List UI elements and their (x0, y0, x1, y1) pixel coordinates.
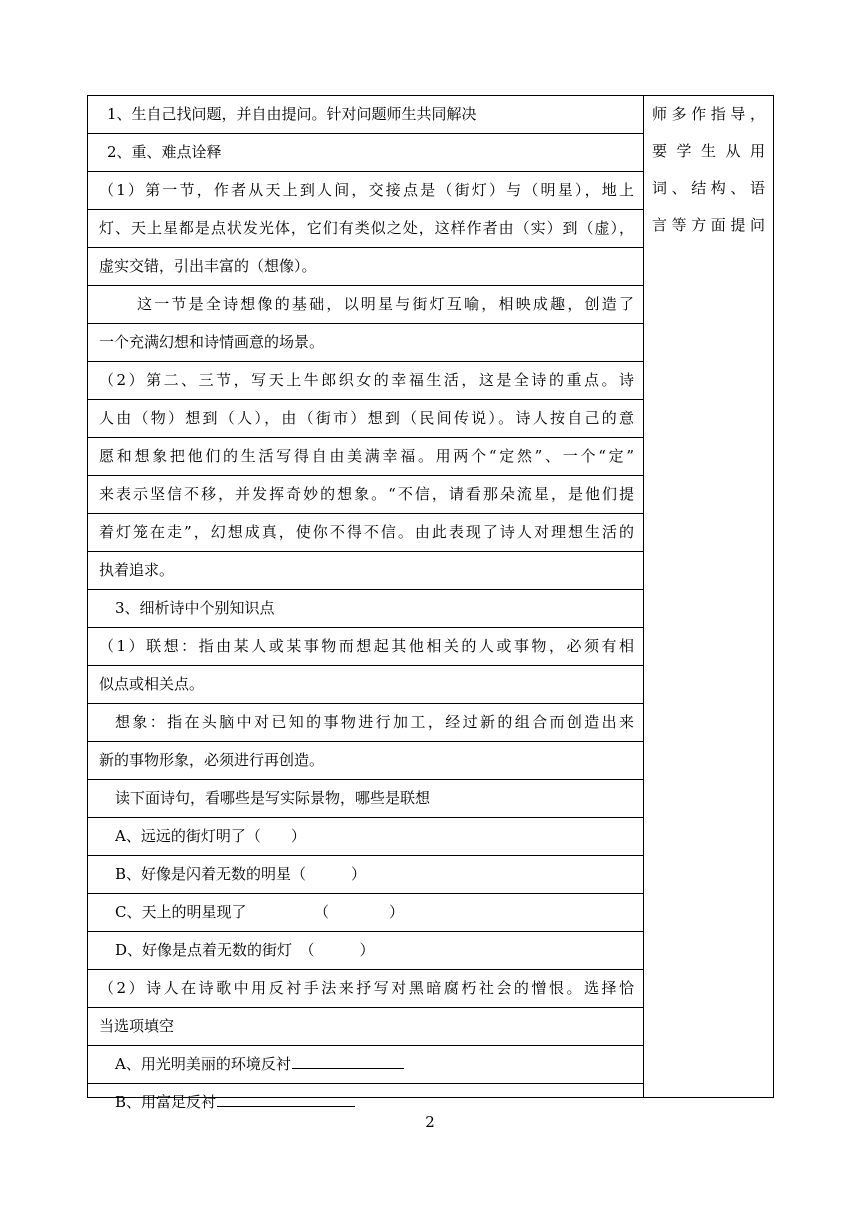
table-row (88, 970, 643, 1008)
row-text: 虚实交错，引出丰富的（想像）。 (99, 257, 317, 275)
row-text: （2）诗人在诗歌中用反衬手法来抒写对黑暗腐朽社会的憎恨。选择恰 (99, 979, 634, 997)
teacher-note-column (644, 96, 773, 1097)
row-text: 似点或相关点。 (99, 675, 205, 693)
table-row (88, 780, 643, 818)
table-row (88, 818, 643, 856)
note-line: 要学生从用 (652, 142, 765, 160)
teacher-note (644, 96, 773, 244)
row-text: （1）联想：指由某人或某事物而想起其他相关的人或事物，必须有相 (99, 637, 634, 655)
note-line: 词、结构、语 (652, 179, 765, 197)
row-text: 2、重、难点诠释 (107, 143, 222, 161)
table-row (88, 856, 643, 894)
row-text: （1）第一节，作者从天上到人间，交接点是（街灯）与（明星），地上 (99, 181, 634, 199)
row-text: 执着追求。 (99, 561, 175, 579)
table-row (88, 324, 643, 362)
page-number: 2 (425, 1113, 435, 1131)
fill-in-blank (292, 1052, 404, 1069)
table-row (88, 172, 643, 210)
table-row (88, 894, 643, 932)
row-text: 人由（物）想到（人），由（街市）想到（民间传说）。诗人按自己的意 (99, 409, 634, 427)
table-row (88, 210, 643, 248)
table-row (88, 1046, 643, 1084)
row-text: B、好像是闪着无数的明星（ ） (115, 865, 367, 883)
table-row (88, 400, 643, 438)
table-row (88, 742, 643, 780)
row-text: 这一节是全诗想像的基础，以明星与街灯互喻，相映成趣，创造了 (137, 295, 634, 313)
row-text: 当选项填空 (99, 1017, 175, 1035)
row-text: 一个充满幻想和诗情画意的场景。 (99, 333, 325, 351)
table-row (88, 514, 643, 552)
row-text: 新的事物形象，必须进行再创造。 (99, 751, 325, 769)
table-row (88, 666, 643, 704)
fill-in-blank (217, 1090, 355, 1107)
row-text: （2）第二、三节，写天上牛郎织女的幸福生活，这是全诗的重点。诗 (99, 371, 634, 389)
row-text: 3、细析诗中个别知识点 (115, 599, 275, 617)
row-text: 着灯笼在走”，幻想成真，使你不得不信。由此表现了诗人对理想生活的 (99, 523, 634, 541)
table-row (88, 134, 643, 172)
table-row (88, 628, 643, 666)
row-text: 愿和想象把他们的生活写得自由美满幸福。用两个“定然”、一个“定” (99, 447, 634, 465)
lesson-content-column (88, 96, 644, 1111)
row-text: C、天上的明星现了 （ ） (115, 903, 404, 921)
table-row (88, 96, 643, 134)
row-text: 想象：指在头脑中对已知的事物进行加工，经过新的组合而创造出来 (115, 713, 634, 731)
row-text: 灯、天上星都是点状发光体，它们有类似之处，这样作者由（实）到（虚）， (99, 219, 634, 237)
row-text: 来表示坚信不移，并发挥奇妙的想象。“不信，请看那朵流星，是他们提 (99, 485, 634, 503)
lesson-table (87, 95, 774, 1111)
table-row (88, 362, 643, 400)
row-text: B、用富足反衬 (99, 1084, 634, 1121)
row-text: D、好像是点着无数的街灯 （ ） (115, 941, 375, 959)
table-row (88, 932, 643, 970)
table-row (88, 704, 643, 742)
table-row (88, 286, 643, 324)
row-text: 读下面诗句，看哪些是写实际景物，哪些是联想 (115, 789, 431, 807)
row-text: 1、生自己找问题，并自由提问。针对问题师生共同解决 (107, 105, 477, 123)
table-row (88, 438, 643, 476)
row-text: A、远远的街灯明了（ ） (115, 827, 306, 845)
note-line: 言等方面提问 (652, 216, 765, 234)
row-text: A、用光明美丽的环境反衬 (99, 1046, 634, 1083)
note-line: 师多作指导， (652, 105, 765, 123)
table-row (88, 476, 643, 514)
table-row (88, 552, 643, 590)
table-row (88, 590, 643, 628)
table-row (88, 248, 643, 286)
table-row (88, 1008, 643, 1046)
